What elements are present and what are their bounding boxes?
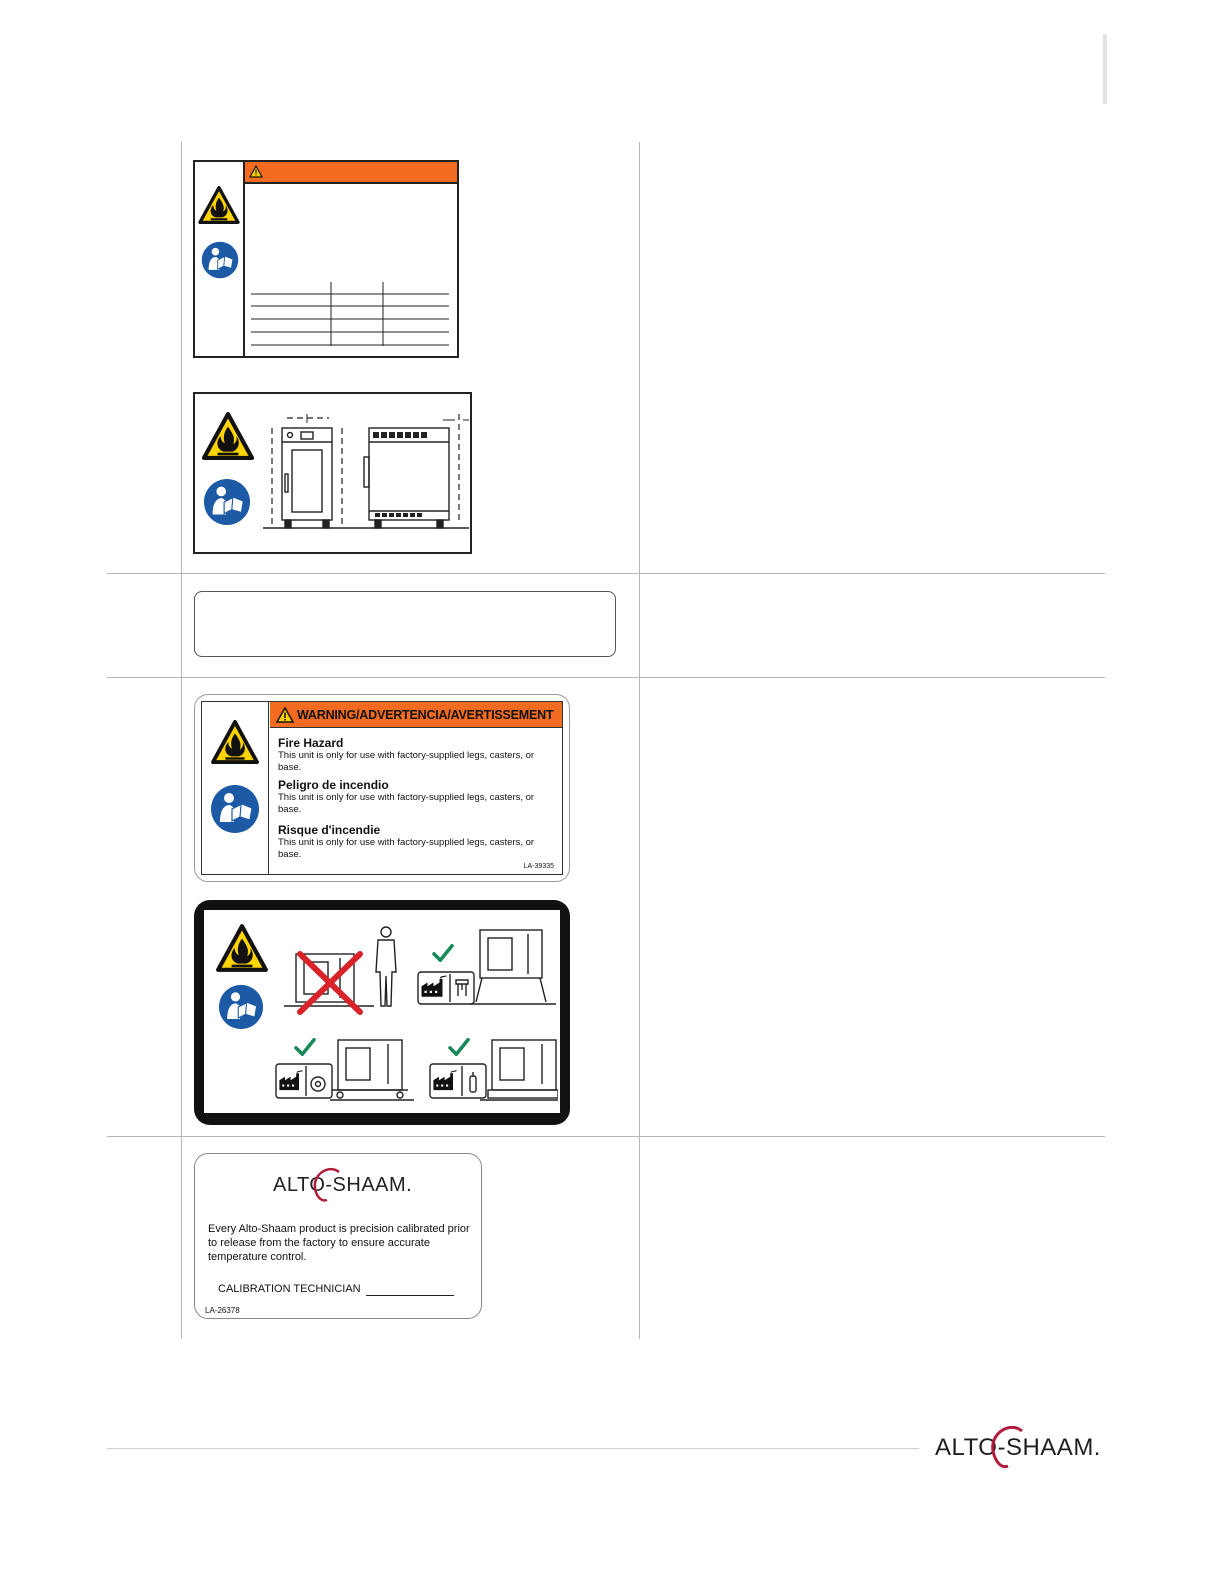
fire-hazard-icon: [216, 924, 268, 972]
warning-label-fire-hazard: [194, 694, 570, 882]
clearance-table: [251, 282, 451, 348]
label-code: LA-39335: [523, 863, 554, 870]
table-divider: [107, 1136, 1105, 1137]
signature-line: [366, 1295, 454, 1296]
table-divider: [181, 142, 182, 1339]
pictogram-label-mounting: [194, 900, 570, 1125]
checkmark-icon: [434, 946, 452, 960]
checkmark-icon: [296, 1040, 314, 1054]
footer-rule: [107, 1448, 919, 1449]
warning-band: [245, 162, 457, 184]
logo-swoosh-icon: [305, 1166, 343, 1206]
fire-hazard-icon: [201, 412, 255, 460]
factory-icon: [422, 976, 447, 997]
page-marker: [1103, 34, 1107, 104]
section-text: This unit is only for use with factory-supplied legs, casters, or base.: [278, 792, 535, 815]
warning-label-clearance-chart: [193, 160, 459, 358]
oven-clearance-drawing: [263, 412, 469, 534]
footer-brand-logo: ALTO-SHAAM.: [935, 1434, 1101, 1461]
calibration-label: [194, 1153, 482, 1319]
calibration-text: Every Alto-Shaam product is precision calibrated prior to release from the factory to ensure accurate temperature control.: [208, 1223, 470, 1263]
read-manual-icon: [201, 241, 239, 279]
table-divider: [107, 677, 1105, 678]
fire-hazard-icon: [198, 186, 240, 224]
checkmark-icon: [450, 1040, 468, 1054]
warning-triangle-icon: [249, 165, 263, 178]
warning-triangle-icon: [276, 707, 294, 723]
warning-label-clearance-diagram: [193, 392, 472, 554]
factory-icon: [279, 1071, 302, 1091]
section-title: Risque d'incendie: [278, 823, 381, 837]
warning-body: [278, 736, 554, 865]
table-divider: [107, 573, 1105, 574]
notice-box: [194, 591, 616, 657]
fire-hazard-icon: [211, 720, 259, 764]
factory-icon: [433, 1071, 456, 1091]
read-manual-icon: [218, 984, 264, 1030]
warning-header: WARNING/ADVERTENCIA/AVERTISSEMENT: [297, 707, 554, 722]
read-manual-icon: [203, 478, 251, 526]
logo-swoosh-icon: [982, 1423, 1026, 1473]
table-divider: [639, 142, 640, 1339]
label-code: LA-26378: [205, 1306, 240, 1315]
mounting-pictograms: [274, 914, 558, 1106]
label-icon-column: [195, 162, 245, 356]
read-manual-icon: [210, 784, 260, 834]
warning-band: [270, 702, 562, 728]
section-text: This unit is only for use with factory-supplied legs, casters, or base.: [278, 837, 535, 860]
section-title: Peligro de incendio: [278, 778, 389, 792]
label-icon-column: [202, 702, 269, 874]
technician-field-label: CALIBRATION TECHNICIAN: [218, 1283, 361, 1295]
section-text: This unit is only for use with factory-supplied legs, casters, or base.: [278, 750, 535, 773]
section-title: Fire Hazard: [278, 736, 344, 750]
brand-logo: ALTO-SHAAM.: [273, 1174, 413, 1196]
